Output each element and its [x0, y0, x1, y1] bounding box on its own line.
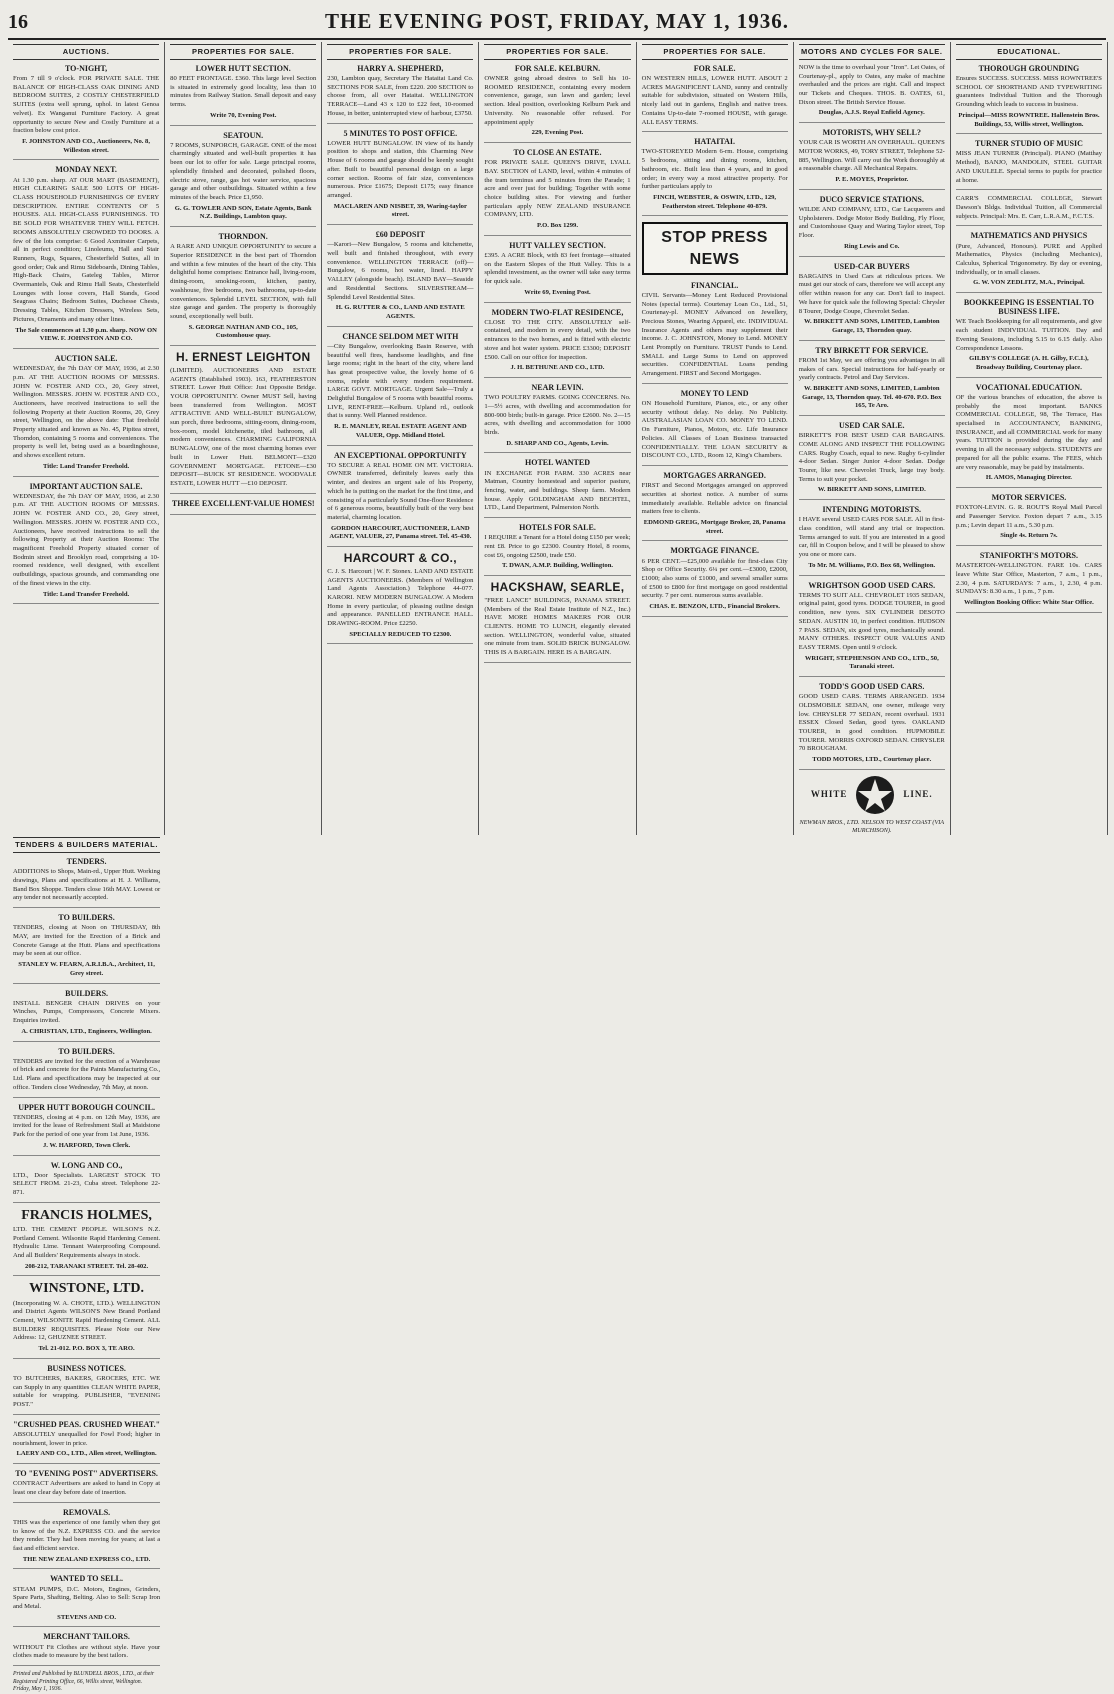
classified-ad — [799, 128, 945, 190]
classified-ad — [642, 471, 788, 541]
ad-body: TWO-STOREYED Modern 6-rm. House, comprising 5 bedrooms, sitting and dining rooms, kitchen, bathroom, etc. Built less than 4 years, and in good order; in every way a most attractive property. For further particulars apply to — [641, 148, 788, 191]
classified-ad — [956, 139, 1102, 190]
classified-ad — [484, 523, 630, 576]
newspaper-title: THE EVENING POST, FRIDAY, MAY 1, 1936. — [325, 9, 789, 33]
ad-body: TWO POULTRY FARMS. GOING CONCERNS. No. 1—5½ acres, with dwelling and accommodation for 800-900 birds; built-in garage. Price £2600. No. 2—15 acres, with dwelling and accommodation for 1000 birds. — [484, 394, 631, 436]
ad-title: UPPER HUTT BOROUGH COUNCIL. — [18, 1102, 155, 1112]
ad-title: HATAITAI. — [694, 137, 735, 147]
ad-title: TRY BIRKETT FOR SERVICE. — [815, 345, 929, 355]
white-star-line-ad — [799, 775, 945, 815]
classified-ad — [327, 129, 473, 226]
column-6 — [794, 42, 951, 835]
ad-signature: Single 4s. Return 7s. — [1000, 532, 1058, 540]
ad-body: THIS was the experience of one family when they got to know of the N.Z. EXPRESS CO. and the service they render. They had been moving for years; at last a fast and efficient service. — [13, 1518, 161, 1552]
column-4 — [479, 42, 636, 835]
ad-title: WINSTONE, LTD. — [29, 1281, 144, 1297]
classified-ad — [13, 913, 160, 983]
ad-body: "FREE LANCE" BUILDINGS, PANAMA STREET. (Members of the Real Estate Institute of N.Z., Inc.) HAVE MORE HOMES MAKERS FOR OUR CLIENTS. HOME TO LUNCH, elegantly elevated section. WELLINGTON, wonderful value, situated one minute from tram. SOLID BRICK BUNGALOW. THIS IS A BARGAIN. HERE IS A BARGAIN. — [484, 596, 631, 657]
classified-ad — [799, 421, 945, 500]
classified-ad — [484, 241, 630, 303]
classified-ad — [642, 64, 788, 132]
classified-ad — [799, 581, 945, 678]
ad-body: YOUR CAR IS WORTH AN OVERHAUL. QUEEN'S MOTOR WORKS, 49, TORY STREET, Telephone 52-885, Wellington. Will carry out the Work thoroughly at a reasonable charge. All Mechanical Repairs. — [798, 139, 945, 173]
classified-ad — [484, 308, 630, 378]
ad-title: MOTOR SERVICES. — [991, 492, 1067, 502]
classified-ad — [956, 298, 1102, 378]
ad-body: FROM 1st May, we are offering you advantages in all makes of cars. Special instructions for half-yearly or yearly contracts. Petrol and Day Services. — [798, 356, 945, 382]
ad-signature: Wellington Booking Office: White Star Office. — [964, 598, 1094, 606]
ad-body: WEDNESDAY, the 7th DAY OF MAY, 1936, at 2.30 p.m. AT THE AUCTION ROOMS OF MESSRS. JOHN W. FOSTER AND CO., 20, Grey street, Wellington. MESSRS. JOHN W. FOSTER AND CO., Auctioneers, have received instructions to sell the following Property at their Auction Rooms: The magnificent Freehold Property situated corner of Bodmin street and Brooklyn road, comprising a 10-roomed residence, well designed, with excellent outbuildings, spacious grounds, and commanding one of the finest views in the city. — [13, 492, 160, 587]
ad-title: MORTGAGE FINANCE. — [670, 546, 759, 556]
ad-title: 5 MINUTES TO POST OFFICE. — [343, 128, 458, 138]
classified-ad — [13, 1281, 160, 1358]
ad-body: CONTRACT Advertisers are asked to hand in Copy at least one clear day before date of insertion. — [13, 1480, 161, 1496]
ad-title: TO BUILDERS. — [58, 1046, 115, 1056]
ad-body: TENDERS, closing at 4 p.m. on 12th May, 1936, are invited for the lease of Refreshment Stall at Maidstone Park for the period of one year from 1st June, 1936. — [13, 1113, 161, 1139]
ad-signature: R. E. MANLEY, REAL ESTATE AGENT AND VALUER, Opp. Midland Hotel. — [334, 423, 467, 439]
ad-signature: P.O. Box 1299. — [537, 222, 578, 230]
ad-body: ADDITIONS to Shops, Main-rd., Upper Hutt. Working drawings, Plans and specifications at H. J. Williams, Band Box Shoppe. Tenders close 16th MAY. Lowest or any tender not necessarily accepted. — [13, 868, 161, 902]
ad-title: LOWER HUTT SECTION. — [195, 63, 291, 73]
classified-ad — [327, 552, 473, 644]
ad-signature: Ring Lewis and Co. — [844, 242, 900, 250]
classified-ad — [956, 195, 1102, 226]
ad-body: TERMS TO SUIT ALL. CHEVROLET 1935 SEDAN, original paint, good tyres. DODGE TOURER, in good condition, new tyres. SIX CYLINDER DESOTO SEDAN. AUSTIN 10, in perfect condition. HUDSON 7 PASS. SEDAN, six good tyres, mechanically sound. MANY OTHERS. INSPECT OUR VALUES AND EASY TERMS. Open until 9 o'clock. — [798, 591, 945, 651]
ad-signature: J. W. HARFORD, Town Clerk. — [42, 1141, 131, 1149]
column-heading: EDUCATIONAL. — [956, 44, 1102, 60]
ad-signature: Tel. 21-012. P.O. BOX 3, TE ARO. — [38, 1345, 135, 1353]
column-1 — [8, 42, 165, 835]
ad-signature: STANLEY W. FEARN, A.R.I.B.A., Architect, 11, Grey street. — [18, 961, 155, 977]
ad-body: I REQUIRE a Tenant for a Hotel doing £150 per week; rent £8. Price to go £2300. Country Hotel, 8 rooms, cost £6, ongoing £2500, trade £50. — [484, 534, 631, 559]
ad-signature: LAERY AND CO., LTD., Allen street, Wellington. — [16, 1450, 157, 1458]
ad-title: VOCATIONAL EDUCATION. — [975, 382, 1083, 392]
ad-body: I HAVE several USED CARS FOR SALE. All in first-class condition, will stand any trial or inspection. Terms arranged to suit. If you are interested in a good car, fill in Coupon below, and I will be pleased to show you one or more cars. — [798, 516, 945, 559]
ad-title: TO CLOSE AN ESTATE. — [513, 148, 602, 157]
ad-signature: G. G. TOWLER AND SON, Estate Agents, Bank N.Z. Buildings, Lambton quay. — [174, 204, 312, 221]
ad-signature: Title: Land Transfer Freehold. — [42, 590, 130, 598]
classified-ad — [956, 551, 1102, 613]
classified-ad — [327, 230, 473, 327]
ad-signature: A. CHRISTIAN, LTD., Engineers, Wellington. — [21, 1027, 152, 1035]
ad-body: CARR'S COMMERCIAL COLLEGE, Stewart Dawson's Bldgs. Individual Tuition, all Commercial subjects. Principal: Mrs. E. Carr, L.R.A.M., F.C.T.S. — [955, 195, 1102, 220]
ad-title: H. ERNEST LEIGHTON — [175, 350, 311, 365]
ad-signature: Principal—MISS ROWNTREE. Hallenstein Bros. Buildings, 53, Willis street, Wellington. — [958, 111, 1100, 128]
ad-signature: T. DWAN, A.M.P. Building, Wellington. — [501, 562, 614, 570]
ad-title: THORNDON. — [218, 232, 268, 242]
ad-title: BOOKKEEPING IS ESSENTIAL TO BUSINESS LIFE. — [963, 298, 1095, 317]
ad-signature: H. AMOS, Managing Director. — [985, 474, 1072, 482]
ad-title: CHANCE SELDOM MET WITH — [342, 331, 459, 341]
column-heading: AUCTIONS. — [13, 44, 159, 60]
ad-signature: WRIGHT, STEPHENSON AND CO., LTD., 50, Taranaki street. — [804, 654, 939, 671]
ad-title: REMOVALS. — [62, 1507, 111, 1517]
ad-title: FOR SALE. KELBURN. — [514, 63, 601, 73]
ad-title: TO BUILDERS. — [58, 913, 115, 923]
ad-signature: CHAS. E. BENZON, LTD., Financial Brokers. — [649, 603, 780, 611]
ad-body: FOXTON-LEVIN. G. R. ROUT'S Royal Mail Parcel and Passenger Service. Foxton depart 7 a.m., 3.15 p.m.; Levin depart 11 a.m., 5.30 p.m. — [955, 504, 1102, 529]
ad-title: HACKSHAW, SEARLE, — [490, 580, 625, 595]
ad-body: GOOD USED CARS. TERMS ARRANGED. 1934 OLDSMOBILE SEDAN, one owner, mileage very low. CHRYSLER 77 SEDAN, recent overhaul. 1931 ESSEX Closed Sedan, good tyres. OAKLAND TOURER, in good condition. HUPMOBILE TOURER. MORRIS OXFORD SEDAN. CHRYSLER 70 BROUGHAM. — [798, 693, 945, 753]
ad-title: WRIGHTSON GOOD USED CARS. — [808, 580, 936, 590]
classified-ad — [327, 451, 473, 548]
classified-ad — [956, 493, 1102, 546]
ad-title: MODERN TWO-FLAT RESIDENCE, — [491, 307, 624, 317]
ad-signature: The Sale commences at 1.30 p.m. sharp. NOW ON VIEW. F. JOHNSTON AND CO. — [15, 326, 157, 343]
page-number: 16 — [8, 11, 28, 33]
ad-title: INTENDING MOTORISTS. — [822, 505, 922, 515]
ad-body: WE Teach Bookkeeping for all requirements, and give each student INDIVIDUAL TUITION. Day and Evening Sessions, including 5.15 to 6.15 daily. Also Correspondence Lessons. — [955, 318, 1102, 352]
ad-title: TO-NIGHT, — [64, 63, 108, 73]
ad-signature: Write 70, Evening Post. — [210, 111, 277, 119]
column-heading: TENDERS & BUILDERS MATERIAL. — [13, 837, 160, 853]
ad-body: CIVIL Servants—Money Lent Reduced Provisional Notes (special terms). Courtenay Loan Co., Ltd., 51, Courtenay-pl. MONEY Advanced on Jewellery, Precious Stones, Wearing Apparel, etc. INDIVIDUAL Insurance Agents and others may supplement their income. J. C. JOHNSTON, Money to Lend. MONEY Lent Promptly on Furniture. TRUST Funds to Lend. SMALL and Large Sums to Lend on approved securities. CONFIDENTIAL Loans pending Arrangement. FIRST and Second Mortgages. — [641, 291, 788, 378]
ad-body: From 7 till 9 o'clock. FOR PRIVATE SALE. THE BALANCE OF HIGH-CLASS OAK DINING AND BEDROOM SUITES, 2 COSTLY CHESTERFIELD SUITES (extra well sprung, uphol. in latest Genoa velvet). Ex Wanganui Furniture Factory. A great opportunity to secure New and Costly Furniture at a fraction below cost price. — [13, 75, 160, 135]
ad-body: 6 PER CENT.—£25,000 available for first-class City Shop or Office Security. 6¼ per cent.—£3000, £2000, £1000; also sums of £1000, and several smaller sums of £500 to £800 for first mortgage on good residential security. 7 per cent. numerous sums available. — [641, 557, 788, 600]
ad-signature: G. W. VON ZEDLITZ, M.A., Principal. — [973, 279, 1085, 287]
ad-signature: J. H. BETHUNE AND CO., LTD. — [510, 364, 605, 372]
ad-title: MONDAY NEXT. — [55, 165, 117, 175]
stop-press-banner: STOP PRESS NEWS — [642, 222, 788, 274]
ad-body: BARGAINS in Used Cars at ridiculous prices. We must get our stock of cars, therefore we will accept any offer within reason for any car. Don't fail to inspect. We have for quick sale the following Special: Chrysler 8 Tourer, Dodge Coupe, Chevrolet Sedan. — [798, 272, 945, 315]
column-8 — [8, 835, 165, 1694]
ad-body: WEDNESDAY, the 7th DAY OF MAY, 1936, at 2.30 p.m. AT THE AUCTION ROOMS OF MESSRS. JOHN W. FOSTER AND CO., 20, Grey street, Wellington. MESSRS. JOHN W. FOSTER AND CO., Auctioneers, have received instructions to sell the following Property at their Auction Rooms, 20, Grey street, Wellington, on the above date: That freehold Property situated and known as No. 45, Pipitea street, Thorndon, containing 5 rooms and conveniences. The property is well let, being used as a boardinghouse, and shows excellent return. — [13, 365, 160, 460]
ad-body: INSTALL BENGER CHAIN DRIVES on your Winches, Pumps, Compressors, Concrete Mixers. Enquiries invited. — [13, 999, 161, 1025]
classified-ad — [13, 165, 159, 349]
ad-title: TURNER STUDIO OF MUSIC — [974, 139, 1083, 149]
column-heading: PROPERTIES FOR SALE. — [484, 44, 630, 60]
ad-title: FRANCIS HOLMES, — [21, 1207, 152, 1223]
ad-signature: TODD MOTORS, LTD., Courtenay place. — [812, 756, 932, 764]
classified-ad — [13, 1632, 160, 1666]
ad-title: NEAR LEVIN. — [531, 382, 584, 392]
ad-body: MISS JEAN TURNER (Principal). PIANO (Matthay Method), BANJO, MANDOLIN, STEEL GUITAR AND UKULELE. Special terms to pupils for practice at home. — [955, 150, 1102, 184]
classified-ad — [13, 1508, 160, 1570]
classified-ad — [956, 383, 1102, 488]
ad-title: TO "EVENING POST" ADVERTISERS. — [15, 1469, 158, 1479]
ad-signature: To Mr. M. Williams, P.O. Box 68, Wellington. — [808, 561, 936, 569]
classified-ad — [642, 281, 788, 384]
ad-signature: P. E. MOYES, Proprietor. — [835, 176, 909, 184]
ad-body: TENDERS, closing at Noon on THURSDAY, 8th MAY, are invited for the Erection of a Brick and Concrete Garage at the Hutt. Plans and specifications may be seen at our office. — [13, 924, 161, 958]
ad-body: WILDE AND COMPANY, LTD., Car Lacquerers and Upholsterers. Dodge Motor Body Building, Fly Floor, and Customhouse Quay and Waring Taylor street, Top Floor. — [798, 206, 945, 240]
ad-title: HARRY A. SHEPHERD, — [357, 63, 444, 73]
classified-ad — [170, 232, 316, 346]
ad-body: MASTERTON-WELLINGTON. FARE 10s. CARS leave White Star Office, Masterton, 7 a.m., 1 p.m., 2.30, 4 p.m. SATURDAYS: 7 a.m., 1, 2.30, 4 p.m. SUNDAYS: 8.30 a.m., 1 p.m., 7 p.m. — [955, 562, 1102, 596]
ad-signature: W. BIRKETT AND SONS, LIMITED. — [817, 486, 926, 494]
imprint-footer: Printed and Published by BLUNDELL BROS., LTD., at their Registered Printing Office, 66, Willis street, Wellington. Friday, May 1, 1936. — [13, 1670, 155, 1693]
ad-signature: D. SHARP AND CO., Agents, Levin. — [506, 439, 609, 447]
classified-ad — [799, 346, 945, 416]
classified-ad — [13, 1469, 160, 1503]
classified-ad — [956, 231, 1102, 293]
classified-ad — [13, 1208, 160, 1277]
ad-title: BUSINESS NOTICES. — [47, 1363, 126, 1373]
ad-body: IN EXCHANGE FOR FARM. 330 ACRES near Matman, Country homestead and superior pasture, fencing, water, and buildings. Sheep farm. Modern house. Apply GOLDINGHAM AND BECHTEL, LTD., Land Department, Palmerston North. — [484, 469, 631, 512]
column-heading: MOTORS AND CYCLES FOR SALE. — [799, 44, 945, 60]
ad-title: DUCO SERVICE STATIONS. — [819, 194, 924, 204]
classified-ad — [13, 1420, 160, 1464]
classified-ad — [484, 64, 630, 143]
classified-ad — [170, 499, 316, 515]
ad-body: LOWER HUTT BUNGALOW. IN view of its handy position to shops and station, this Charming New House of 6 rooms and garage should be keenly sought after. Built to beautiful personal design on a large corner section. Rooms of fair size, conveniences numerous. Price £1675; Deposit £175; easy finance arranged. — [327, 139, 474, 199]
ad-signature: THE NEW ZEALAND EXPRESS CO., LTD. — [22, 1555, 151, 1563]
ad-title: "CRUSHED PEAS. CRUSHED WHEAT." — [13, 1419, 161, 1429]
ad-title: THREE EXCELLENT-VALUE HOMES! — [171, 498, 315, 508]
ad-title: £60 DEPOSIT — [375, 230, 425, 240]
ad-title: HUTT VALLEY SECTION. — [509, 240, 606, 250]
ad-signature: SPECIALLY REDUCED TO £2300. — [349, 630, 452, 638]
classified-ad — [13, 1364, 160, 1415]
ad-title: USED CAR SALE. — [838, 421, 905, 431]
ad-signature: F. JOHNSTON AND CO., Auctioneers, No. 8, Willeston street. — [22, 138, 150, 154]
ad-body: A RARE AND UNIQUE OPPORTUNITY to secure a Superior RESIDENCE in the best part of Thorndon and within a few minutes of the heart of the city. This delightful home comprises: Entrance hall, living-room, dining-room, smoking-room, kitchen, pantry, washhouse, five bedrooms, two bathrooms, up-to-date conveniences. Splendid LEVEL SECTION, with full size garage and garden. The property is thoroughly sound, exceptionally well built. — [170, 243, 317, 320]
ad-signature: MACLAREN AND NISBET, 39, Waring-taylor street. — [333, 202, 467, 219]
ad-body: OWNER going abroad desires to Sell his 10-ROOMED RESIDENCE, containing every modern convenience, garage, sun lawn and garden; level section. Ideal position, overlooking Kelburn Park and University. No reasonable offer refused. For appointment apply — [484, 75, 631, 126]
ad-body: TO BUTCHERS, BAKERS, GROCERS, ETC. WE can Supply in any quantities CLEAN WHITE PAPER, suitable for wrapping. PUBLISHER, "EVENING POST." — [13, 1374, 161, 1409]
ad-body: At 1.30 p.m. sharp. AT OUR MART (BASEMENT), HIGH CLEARING SALE 500 LOTS OF HIGH-CLASS HOUSEHOLD FURNISHINGS OF EVERY DESCRIPTION. ENTIRE CONTENTS OF 5 HOUSES. ALL HIGH-CLASS FURNISHINGS. TO BE SOLD FOR WHATEVER THEY WILL FETCH. ROOMS ABSOLUTELY CROWDED TO DOORS. A few of the lots comprise: 6 Good Axminster Carpets, all in perfect condition; Linoleums, Hall and Stair Runners, Rugs, Squares, Chesterfield Suites, all in good order; Oak and Rimu Sideboards, Dining Tables, High-Back Chairs, Gateleg Tables, Mirror Overmantels, Oak and Rimu Hall Seats, Chesterfield Lounges with loose covers, Hall Stands, Good Seagrass Chairs; Bedroom Suites, Duchesse Chests, Dressing Tables, Kitchen Dressers, Wireless Sets, Pictures, Ornaments and many other lines. — [13, 176, 160, 323]
classified-ad — [170, 64, 316, 126]
ad-body: Ensures SUCCESS. SUCCESS. MISS ROWNTREE'S SCHOOL OF SHORTHAND AND TYPEWRITING guarantees Individual Tuition and the Thorough Grounding which leads to success in business. — [955, 75, 1102, 109]
ad-body: 7 ROOMS, SUNPORCH, GARAGE. ONE of the most charmingly situated and well-built properties it has been our lot to offer for sale. Large principal rooms, splendidly finished and decorated, polished floors, electric stove, range, gas hot water service, spacious garage and other outbuildings. Situated within a few minutes of the beach. Price £1,950. — [170, 141, 317, 201]
ad-title: AUCTION SALE. — [54, 353, 118, 363]
ad-signature: H. G. RUTTER & CO., LAND AND ESTATE AGENTS. — [335, 304, 465, 320]
classified-ad — [327, 64, 473, 124]
ad-title: AN EXCEPTIONAL OPPORTUNITY — [334, 450, 467, 460]
classified-ad — [13, 1161, 160, 1203]
ad-title: THOROUGH GROUNDING — [978, 63, 1080, 73]
ad-body: (Pure, Advanced, Honours). PURE and Applied Mathematics, Physics (including Mechanics), Calculus, Spherical Trigonometry. By day or evening, individually, or in small classes. — [955, 242, 1102, 276]
classified-ad — [642, 137, 788, 216]
classified-ad — [642, 546, 788, 616]
ad-signature: GILBY'S COLLEGE (A. H. Gilby, F.C.I.), Broadway Building, Courtenay place. — [969, 355, 1089, 371]
ad-title: MONEY TO LEND — [680, 388, 749, 398]
white-star-left-word: WHITE — [810, 788, 848, 799]
column-heading: PROPERTIES FOR SALE. — [642, 44, 788, 60]
classified-ad — [484, 581, 630, 663]
classified-ad — [13, 482, 159, 605]
ad-body: (Incorporating W. A. CHOTE, LTD.). WELLINGTON and District Agents WILSON'S New Brand Portland Cement, WILSONITE Rapid Hardening Cement. ALL BUILDERS' REQUISITES. Please Note our New Address: 12, GHUZNEE STREET. — [13, 1299, 161, 1342]
masthead — [8, 6, 1106, 40]
classified-ad — [13, 354, 159, 477]
ad-body: OF the various branches of education, the above is probably the most important. BANKS COMMERCIAL COLLEGE, 98, The Terrace, Has specialised in ACCOUNTANCY, BANKING, INSURANCE, and all COMMERCIAL work for many years. TUITION is provided during the day and evening in all the necessary subjects. STUDENTS are prepared for all the public exams. The FEES, which are very reasonable, may be paid by instalments. — [955, 393, 1102, 471]
classified-ad — [13, 989, 160, 1042]
ad-body: 80 FEET FRONTAGE. £360. This large level Section is situated in extremely good locality, less than 10 minutes from Railway Station. Small deposit and easy terms. — [170, 75, 317, 109]
star-icon — [855, 775, 895, 815]
ad-title: TENDERS. — [66, 857, 107, 867]
ad-body: LTD. THE CEMENT PEOPLE. WILSON'S N.Z. Portland Cement. Wilsonite Rapid Hardening Cement. Hydraulic Lime. Tennant Waterproofing Compound. And all Builders' Requirements always in stock. — [13, 1225, 161, 1260]
ad-signature: Douglas, A.J.S. Royal Enfield Agency. — [818, 109, 925, 117]
ad-body: ON WESTERN HILLS, LOWER HUTT. ABOUT 2 ACRES MAGNIFICENT LAND, sunny and centrally suitable for subdivision, situated on Western Hills, nicely laid out in gardens, English and native trees. Contains Up-to-date 7-roomed HOUSE, with garage. ALL EASY TERMS. — [641, 75, 788, 126]
ad-title: MATHEMATICS AND PHYSICS — [970, 231, 1088, 241]
ad-title: HOTEL WANTED — [525, 458, 590, 468]
ad-body: ON Household Furniture, Pianos, etc., or any other security without delay. No delay. No Publicity. AUSTRALASIAN LOAN CO. MONEY TO LEND. On Furniture, Pianos, Motors, etc. Life Insurance Policies. All Classes of Loan Business transacted CONFIDENTIALLY. THE LOAN SECURITY & DISCOUNT CO., LTD., Room 12, King's Chambers. — [641, 400, 788, 460]
classified-ad — [13, 1047, 160, 1098]
ad-body: £395. A ACRE Block, with 83 feet frontage—situated on the Eastern Slopes of the Hutt Valley. This is a splendid investment, as the owner will take easy terms for quick sale. — [484, 252, 631, 286]
ad-title: FINANCIAL. — [690, 280, 739, 290]
ad-body: CLOSE TO THE CITY. ABSOLUTELY self-contained, and modern in every detail, with the two entrances to the two homes, and is fitted with electric stove and hot water system. PRICE £3300; DEPOSIT £500. Call on our office for inspection. — [484, 318, 631, 361]
ad-body: FOR PRIVATE SALE. QUEEN'S DRIVE, LYALL BAY. SECTION of LAND, level, within 4 minutes of the tram terminus and 5 minutes from the Parade; 1 acre and over just for building; Together with some choice building sites. For viewing and further particulars apply NEW ZEALAND INSURANCE COMPANY, LTD. — [484, 159, 631, 219]
ad-signature: STEVENS AND CO. — [57, 1613, 116, 1621]
ad-signature: EDMOND GREIG, Mortgage Broker, 28, Panama street. — [643, 518, 786, 535]
ad-title: MERCHANT TAILORS. — [43, 1632, 130, 1642]
ad-signature: 208-212, TARANAKI STREET. Tel. 28-402. — [25, 1262, 149, 1270]
column-7 — [951, 42, 1108, 835]
ad-title: WANTED TO SELL. — [50, 1574, 123, 1584]
ad-title: FOR SALE. — [693, 63, 736, 73]
classified-ad — [170, 131, 316, 228]
ad-signature: W. BIRKETT AND SONS, LIMITED, Lambton Garage, 13, Thorndon quay. — [803, 318, 940, 334]
columns-grid — [8, 42, 1108, 1693]
column-3 — [322, 42, 479, 835]
ad-body: —Karori—New Bungalow, 5 rooms and kitchenette, well built and finished throughout, with every convenience. WELLINGTON TERRACE (off)—Bungalow, 6 rooms, hot water, lined. HAPPY VALLEY (alongside beach). ISLAND BAY—Seaside and Residential Sections. SILVERSTREAM—Splendid Level Residential Sites. — [327, 241, 474, 301]
ad-body: 230, Lambton quay, Secretary The Hataitai Land Co. SECTIONS FOR SALE, from £220. 200 SECTION to choose from, all over Hataitai. WELLINGTON TERRACE—Land 43 x 120 to £22 feet, 10-roomed House, in better, uninterrupted view of harbour, £3750. — [327, 75, 474, 117]
white-star-right-word: LINE. — [903, 788, 933, 799]
ad-body: (LIMITED). AUCTIONEERS AND ESTATE AGENTS (Established 1903). 163, FEATHERSTON STREET. Lower Hutt Office: Just Opposite Bridge. YOUR OPPORTUNITY. Owner MUST Sell, having been transferred from Wellington. MOST ATTRACTIVE AND WELL-BUILT BUNGALOW, sun porch, three bedrooms, sitting-room, dining-room, box-room, model kitchenette, tiled bathroom, all modern conveniences. CHARMING CALIFORNIA BUNGALOW, one of the most charming homes ever built in Lower Hutt. BELMONT—£320 GOVERNMENT MORTGAGE. FETONE—£30 DEPOSIT—BUICK ST RESIDENCE. WOODVALE ESTATE, LOWER HUTT —£10 DEPOSIT. — [170, 366, 317, 487]
classified-ad — [484, 383, 630, 453]
classified-ad — [327, 332, 473, 446]
classified-ad — [13, 857, 160, 908]
classified-ad — [13, 1574, 160, 1627]
ad-title: IMPORTANT AUCTION SALE. — [29, 481, 143, 491]
ad-signature: GORDON HARCOURT, AUCTIONEER, LAND AGENT, VALUER, 27, Panama street. Tel. 45-430. — [329, 524, 472, 541]
classified-ad — [956, 64, 1102, 134]
classified-ad — [799, 195, 945, 257]
ad-signature: W. BIRKETT AND SONS, LIMITED, Lambton Garage, 13, Thorndon quay. Tel. 40-670. P.O. Box 165, Te Aro. — [802, 384, 942, 410]
ad-body: FIRST and Second Mortgages arranged on approved securities at shortest notice. A number of sums immediately available. Reliable advice on financial matters free to clients. — [641, 482, 788, 516]
ad-body: BIRKETT'S FOR BEST USED CAR BARGAINS. COME ALONG AND INSPECT THE FOLLOWING CARS. Rugby Coach, equal to new. Rugby 6-cylinder 4-door Sedan. Singer Junior 4-door Sedan. Dodge Tourer, like new. Chevrolet Truck, large tray body. Terms to suit your pocket. — [798, 432, 945, 483]
ad-title: STANIFORTH'S MOTORS. — [979, 550, 1078, 560]
column-2 — [165, 42, 322, 835]
column-heading: PROPERTIES FOR SALE. — [327, 44, 473, 60]
ad-title: BUILDERS. — [65, 988, 109, 998]
classified-ad — [799, 262, 945, 341]
ad-title: W. LONG AND CO., — [50, 1160, 123, 1170]
ad-signature: Write 69, Evening Post. — [524, 288, 591, 296]
classified-ad — [642, 389, 788, 466]
ad-body: —City Bungalow, overlooking Basin Reserve, with beautiful well fires, handsome leadlights, and fine large rooms; right in the heart of the city, where land has great prospective value, the lovely home of 6 rooms, replete with every modern requirement. LARGE GOVT. MORTGAGE. Urgent Sale—Truly a Delightful Bungalow of 5 rooms with beautiful rooms. LIVE, RENT-FREE—Kelburn. Upland rd., outlook that is sunny. Well Planned residence. — [327, 342, 474, 420]
ad-title: HOTELS FOR SALE. — [519, 523, 596, 533]
classified-ad — [13, 64, 159, 161]
classified-ad — [799, 682, 945, 770]
classified-ad — [484, 458, 630, 518]
ad-title: TODD'S GOOD USED CARS. — [819, 682, 925, 692]
ad-title: SEATOUN. — [223, 130, 264, 140]
classified-ad — [484, 148, 630, 236]
column-heading: PROPERTIES FOR SALE. — [170, 44, 316, 60]
ad-body: C. J. S. Harcourt | W. F. Stonex. LAND AND ESTATE AGENTS AUCTIONEERS. (Members of Wellington Land Agents Association.) Telephone 44-077. KARORI. NEW MODERN BUNGALOW. A Modern Home in every particular, of pleasing outline design and appearance. PANELLED ENTRANCE HALL. DRAWING-ROOM. Price £2250. — [327, 567, 474, 628]
ad-body: ABSOLUTELY unequalled for Fowl Food; higher in nourishment, lower in price. — [13, 1430, 161, 1447]
ad-body: TENDERS are invited for the erection of a Warehouse of brick and concrete for the Paints Manufacturing Co., Ltd. Plans and specifications may be inspected at our office. Tenders close Wednesday, 7th May, at noon. — [13, 1057, 161, 1091]
ad-title: USED-CAR BUYERS — [833, 261, 910, 271]
ad-body: WITHOUT Fit Clothes are without style. Have your clothes made to measure by the best tailors. — [13, 1643, 161, 1660]
ad-body: NOW is the time to overhaul your "Iron". Let Oates, of Courtenay-pl., apply to Oates, any make of machine overhauled and the prices are right. Call and inspect our Tickets and Cheques. THOS. B. OATES, 61, Dixon street. The British Service House. — [798, 63, 945, 106]
ad-signature: Title: Land Transfer Freehold. — [42, 462, 130, 470]
classified-ad — [799, 505, 945, 575]
column-5 — [637, 42, 794, 835]
ad-body: LTD., Door Specialists. LARGEST STOCK TO SELECT FROM. 21-23, Cuba street. Telephone 22-871. — [13, 1171, 161, 1197]
ad-signature: 229, Evening Post. — [531, 129, 584, 137]
ad-signature: S. GEORGE NATHAN AND CO., 105, Customhouse quay. — [188, 323, 298, 340]
ad-body: STEAM PUMPS, D.C. Motors, Engines, Grinders, Spare Parts, Shafting, Belting. Also to Sell: Scrap Iron and Metal. — [13, 1585, 161, 1610]
ad-title: MOTORISTS, WHY SELL? — [822, 128, 921, 138]
white-star-text: NEWMAN BROS., LTD. NELSON TO WEST COAST (VIA MURCHISON). — [799, 818, 945, 835]
ad-title: HARCOURT & CO., — [343, 551, 457, 566]
classified-ad — [13, 1103, 160, 1156]
ad-body: TO SECURE A REAL HOME ON MT. VICTORIA. OWNER transferred, definitely leaves early this winter, and desires an urgent sale of his Property, which he is putting on the market for the first time, and consisting of a particularly Sound One-floor Residence of 6 generous rooms, beautifully built of the very best material, charming location. — [327, 461, 474, 521]
classified-ad — [799, 64, 945, 123]
classified-ad — [170, 351, 316, 494]
ad-title: MORTGAGES ARRANGED. — [663, 470, 766, 480]
ad-signature: FINCH, WEBSTER, & OSWIN, LTD., 129, Featherston street. Telephone 40-879. — [653, 194, 777, 210]
